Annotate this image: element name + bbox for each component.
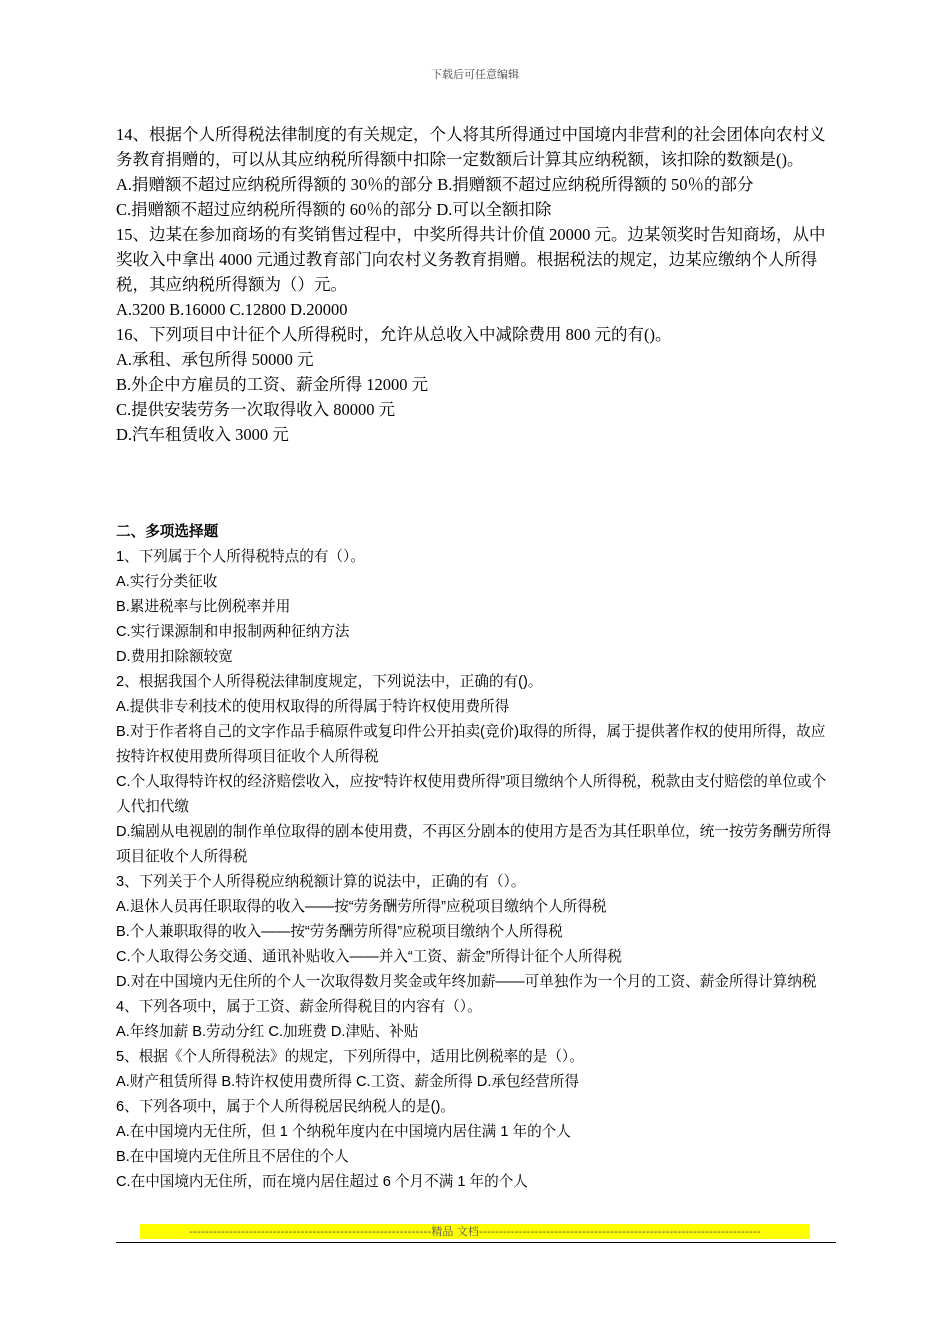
footer-banner: -------------------------------------------------------------精品 文档----------------------------------------------------------------------- — [140, 1224, 810, 1239]
question-1: 1、下列属于个人所得税特点的有（）。 — [116, 549, 365, 565]
q1-option-d: D.费用扣除额较宽 — [116, 649, 233, 665]
question-3: 3、下列关于个人所得税应纳税额计算的说法中，正确的有（）。 — [116, 874, 526, 890]
question-5: 5、根据《个人所得税法》的规定，下列所得中，适用比例税率的是（）。 — [116, 1049, 584, 1065]
question-6: 6、下列各项中，属于个人所得税居民纳税人的是()。 — [116, 1099, 455, 1115]
footer-divider — [116, 1242, 836, 1243]
q16-option-c: C.提供安装劳务一次取得收入 80000 元 — [116, 400, 396, 419]
section-multiple-choice — [116, 520, 836, 1195]
q6-option-a: A.在中国境内无住所，但 1 个纳税年度内在中国境内居住满 1 年的个人 — [116, 1124, 571, 1140]
q1-option-b: B.累进税率与比例税率并用 — [116, 599, 291, 615]
question-4: 4、下列各项中，属于工资、薪金所得税目的内容有（）。 — [116, 999, 482, 1015]
q16-option-b: B.外企中方雇员的工资、薪金所得 12000 元 — [116, 375, 429, 394]
section-single-choice — [116, 122, 836, 447]
section-title: 二、多项选择题 — [116, 524, 219, 540]
q16-option-a: A.承租、承包所得 50000 元 — [116, 350, 314, 369]
q16-option-d: D.汽车租赁收入 3000 元 — [116, 425, 289, 444]
q1-option-a: A.实行分类征收 — [116, 574, 218, 590]
q3-option-a: A.退休人员再任职取得的收入——按“劳务酬劳所得”应税项目缴纳个人所得税 — [116, 899, 607, 915]
question-15: 15、边某在参加商场的有奖销售过程中，中奖所得共计价值 20000 元。边某领奖时告知商场，从中奖收入中拿出 4000 元通过教育部门向农村义务教育捐赠。根据税法的规定，边某应缴纳个人所得税，其应纳税所得额为（）元。 — [116, 225, 826, 294]
q6-option-c: C.在中国境内无住所，而在境内居住超过 6 个月不满 1 年的个人 — [116, 1174, 528, 1190]
question-16: 16、下列项目中计征个人所得税时，允许从总收入中减除费用 800 元的有()。 — [116, 325, 672, 344]
q14-options-cd: C.捐赠额不超过应纳税所得额的 60％的部分 D.可以全额扣除 — [116, 200, 552, 219]
q3-option-d: D.对在中国境内无住所的个人一次取得数月奖金或年终加薪——可单独作为一个月的工资、薪金所得计算纳税 — [116, 974, 817, 990]
q2-option-d: D.编剧从电视剧的制作单位取得的剧本使用费，不再区分剧本的使用方是否为其任职单位，统一按劳务酬劳所得项目征收个人所得税 — [116, 824, 832, 865]
page-header: 下载后可任意编辑 — [431, 68, 519, 81]
q14-options-ab: A.捐赠额不超过应纳税所得额的 30％的部分 B.捐赠额不超过应纳税所得额的 50％的部分 — [116, 175, 754, 194]
q2-option-c: C.个人取得特许权的经济赔偿收入，应按“特许权使用费所得”项目缴纳个人所得税，税款由支付赔偿的单位或个人代扣代缴 — [116, 774, 827, 815]
q5-options: A.财产租赁所得 B.特许权使用费所得 C.工资、薪金所得 D.承包经营所得 — [116, 1074, 579, 1090]
q3-option-b: B.个人兼职取得的收入——按“劳务酬劳所得”应税项目缴纳个人所得税 — [116, 924, 563, 940]
q2-option-b: B.对于作者将自己的文字作品手稿原件或复印件公开拍卖(竞价)取得的所得，属于提供著作权的使用所得，故应按特许权使用费所得项目征收个人所得税 — [116, 724, 826, 765]
question-14: 14、根据个人所得税法律制度的有关规定，个人将其所得通过中国境内非营利的社会团体向农村义务教育捐赠的，可以从其应纳税所得额中扣除一定数额后计算其应纳税额，该扣除的数额是()。 — [116, 125, 826, 169]
q15-options: A.3200 B.16000 C.12800 D.20000 — [116, 300, 348, 319]
question-2: 2、根据我国个人所得税法律制度规定，下列说法中，正确的有()。 — [116, 674, 543, 690]
q6-option-b: B.在中国境内无住所且不居住的个人 — [116, 1149, 349, 1165]
q4-options: A.年终加薪 B.劳动分红 C.加班费 D.津贴、补贴 — [116, 1024, 419, 1040]
q3-option-c: C.个人取得公务交通、通讯补贴收入——并入“工资、薪金”所得计征个人所得税 — [116, 949, 622, 965]
q1-option-c: C.实行课源制和申报制两种征纳方法 — [116, 624, 350, 640]
q2-option-a: A.提供非专利技术的使用权取得的所得属于特许权使用费所得 — [116, 699, 510, 715]
